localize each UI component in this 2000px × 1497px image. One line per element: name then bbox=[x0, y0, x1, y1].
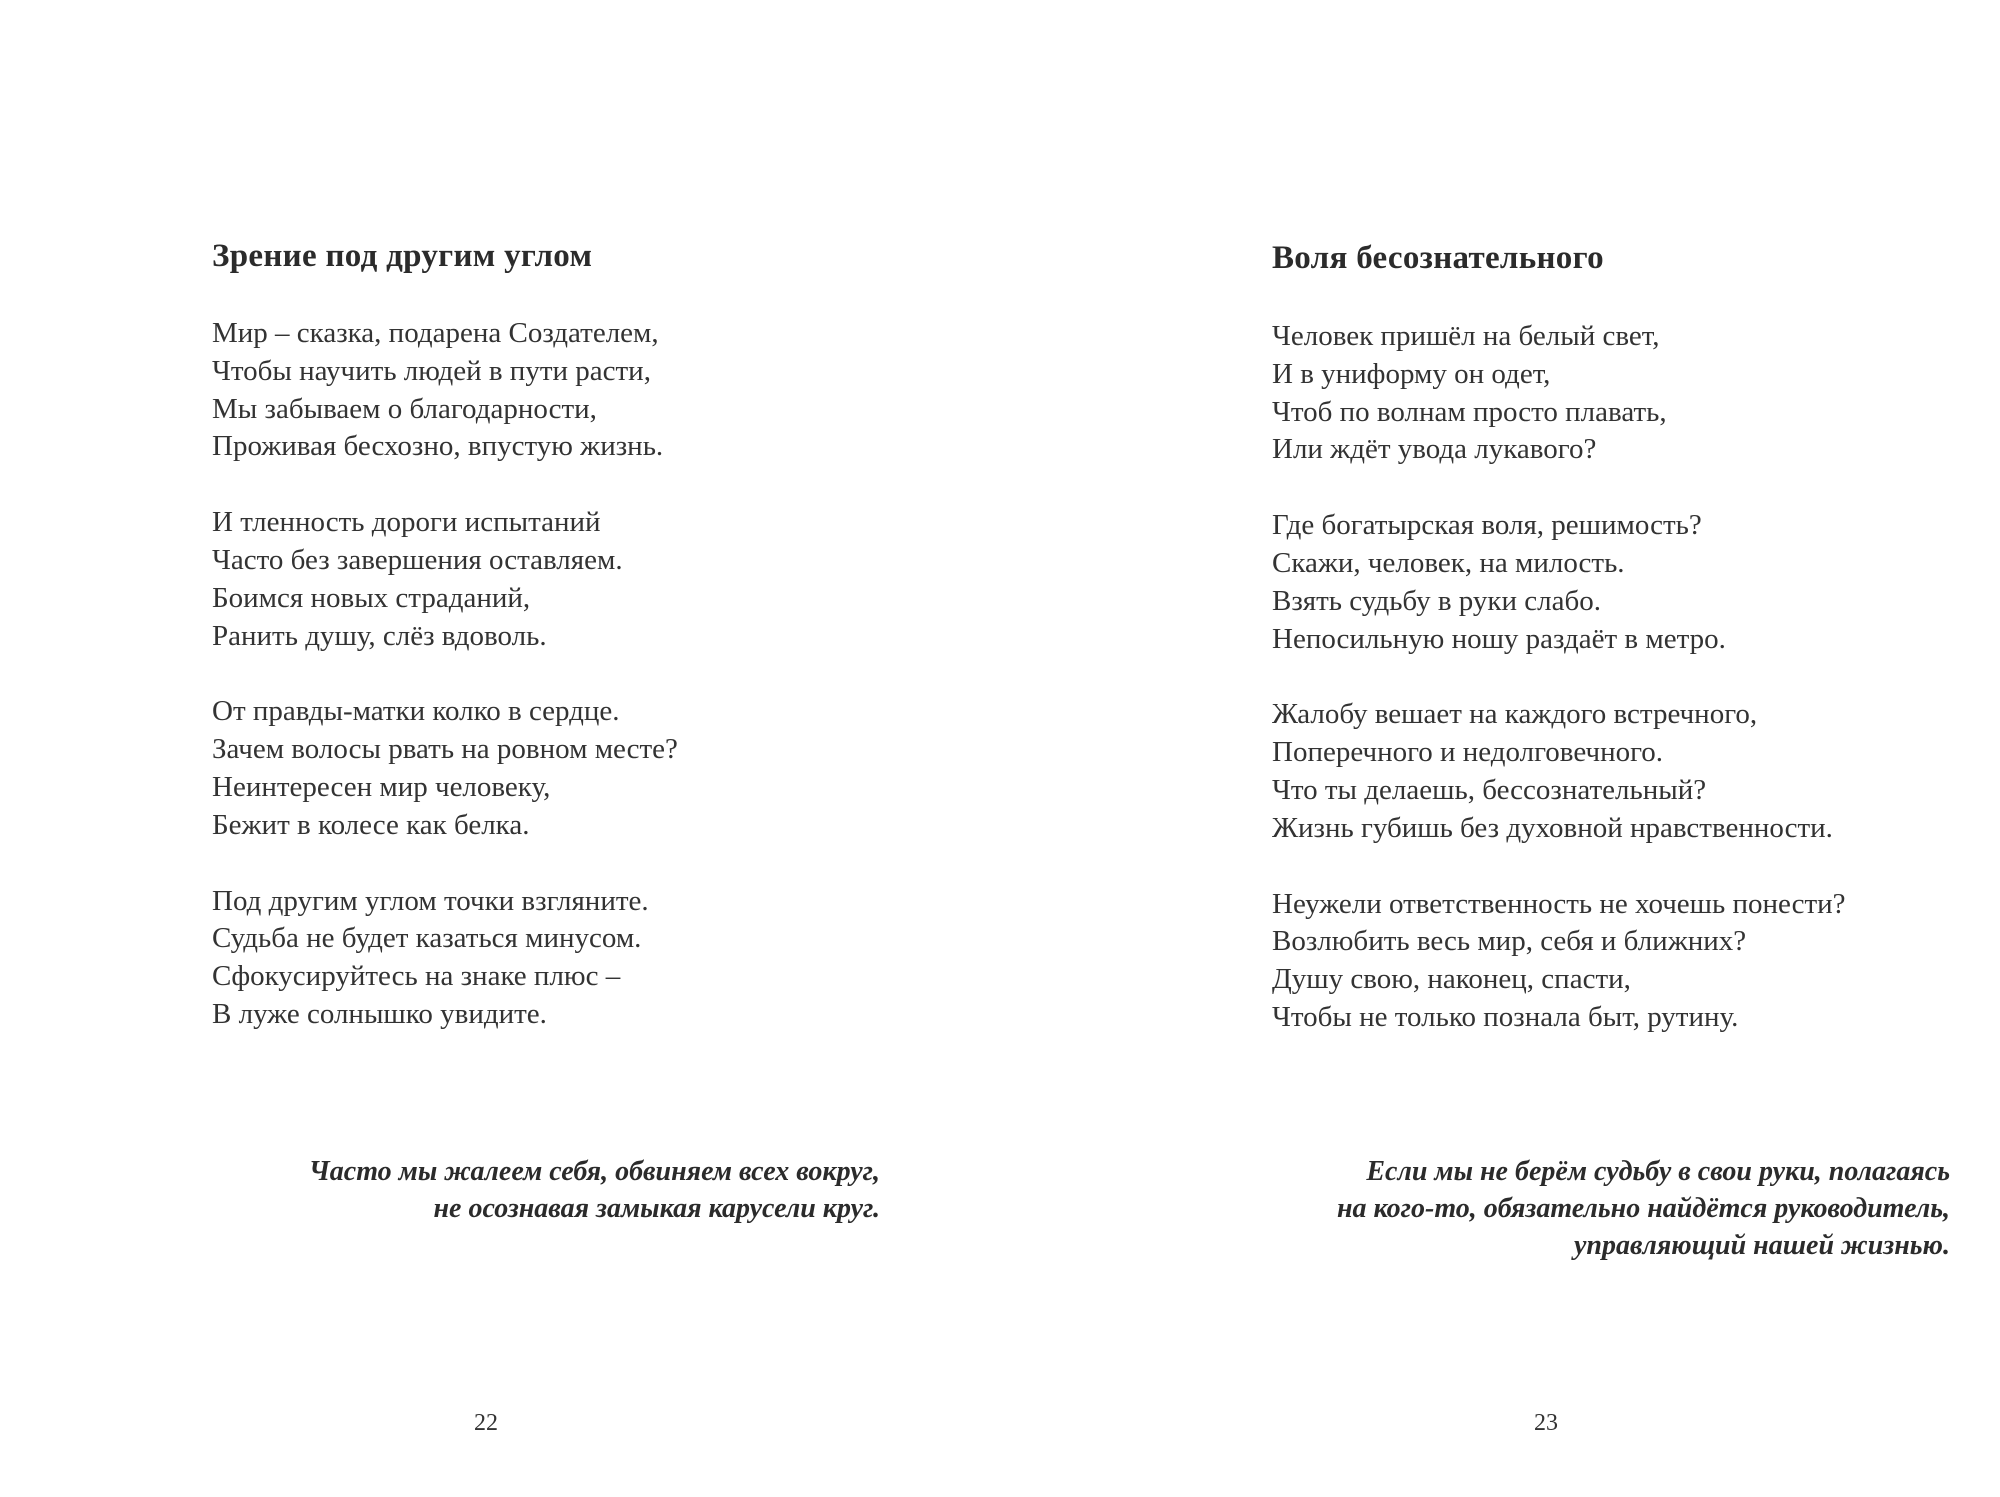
poem-line: Проживая бесхозно, впустую жизнь. bbox=[212, 430, 664, 463]
stanza bbox=[212, 315, 678, 466]
poem-line: Непосильную ношу раздаёт в метро. bbox=[1272, 622, 1726, 655]
poem-line: Возлюбить весь мир, себя и ближних? bbox=[1272, 925, 1747, 958]
epigraph bbox=[309, 1153, 880, 1227]
stanza bbox=[1272, 696, 1846, 847]
poem-body bbox=[212, 315, 678, 1072]
poem-line: Неужели ответственность не хочешь понести? bbox=[1272, 887, 1846, 920]
poem-line: Судьба не будет казаться минусом. bbox=[212, 922, 642, 955]
stanza bbox=[1272, 507, 1846, 658]
epigraph-line: Если мы не берём судьбу в свои руки, полагаясь bbox=[1366, 1156, 1950, 1187]
poem-line: От правды-матки колко в сердце. bbox=[212, 695, 620, 728]
poem-line: Где богатырская воля, решимость? bbox=[1272, 509, 1702, 542]
poem-line: Мир – сказка, подарена Создателем, bbox=[212, 317, 659, 349]
epigraph-line: управляющий нашей жизнью. bbox=[1573, 1230, 1950, 1261]
stanza bbox=[212, 883, 678, 1034]
poem-line: Что ты делаешь, бессознательный? bbox=[1272, 773, 1707, 806]
epigraph-line: на кого-то, обязательно найдётся руководитель, bbox=[1336, 1193, 1950, 1224]
poem-line: Ранить душу, слёз вдоволь. bbox=[212, 619, 547, 652]
poem-line: Чтобы научить людей в пути расти, bbox=[212, 354, 651, 387]
poem-line: Поперечного и недолговечного. bbox=[1272, 736, 1664, 769]
poem-line: Взять судьбу в руки слабо. bbox=[1272, 584, 1601, 617]
poem-title: Зрение под другим углом bbox=[212, 238, 593, 274]
poem-line: Жалобу вешает на каждого встречного, bbox=[1272, 698, 1758, 731]
page-number: 23 bbox=[1534, 1410, 1558, 1436]
epigraph-line: Часто мы жалеем себя, обвиняем всех вокруг, bbox=[308, 1156, 880, 1187]
poem-title: Воля бесознательного bbox=[1272, 240, 1604, 276]
poem-line: И в униформу он одет, bbox=[1272, 357, 1551, 390]
poem-line: Или ждёт увода лукавого? bbox=[1272, 433, 1597, 466]
poem-line: Бежит в колесе как белка. bbox=[212, 808, 530, 841]
poem-body bbox=[1272, 318, 1846, 1075]
poem-line: Жизнь губишь без духовной нравственности. bbox=[1272, 811, 1833, 844]
poem-line: Человек пришёл на белый свет, bbox=[1272, 320, 1660, 352]
poem-line: Неинтересен мир человеку, bbox=[212, 770, 551, 803]
poem-line: Сфокусируйтесь на знаке плюс – bbox=[212, 960, 621, 993]
page-number: 22 bbox=[474, 1410, 498, 1436]
stanza bbox=[1272, 318, 1846, 469]
stanza bbox=[212, 693, 678, 844]
poem-line: Душу свою, наконец, спасти, bbox=[1272, 963, 1631, 996]
stanza bbox=[212, 504, 678, 655]
poem-line: Зачем волосы рвать на ровном месте? bbox=[212, 733, 678, 766]
poem-line: Скажи, человек, на милость. bbox=[1272, 546, 1625, 579]
epigraph-line: не осознавая замыкая карусели круг. bbox=[433, 1193, 880, 1224]
stanza bbox=[1272, 886, 1846, 1037]
epigraph bbox=[1337, 1153, 1950, 1264]
poem-line: Чтобы не только познала быт, рутину. bbox=[1272, 1000, 1739, 1033]
poem-line: Часто без завершения оставляем. bbox=[212, 543, 623, 576]
poem-line: И тленность дороги испытаний bbox=[212, 506, 601, 539]
right-page bbox=[1000, 0, 2000, 1497]
poem-line: Мы забываем о благодарности, bbox=[212, 392, 597, 425]
poem-line: Чтоб по волнам просто плавать, bbox=[1272, 395, 1667, 428]
poem-line: Боимся новых страданий, bbox=[212, 581, 531, 614]
poem-line: В луже солнышко увидите. bbox=[212, 997, 547, 1030]
poem-line: Под другим углом точки взгляните. bbox=[212, 884, 649, 917]
